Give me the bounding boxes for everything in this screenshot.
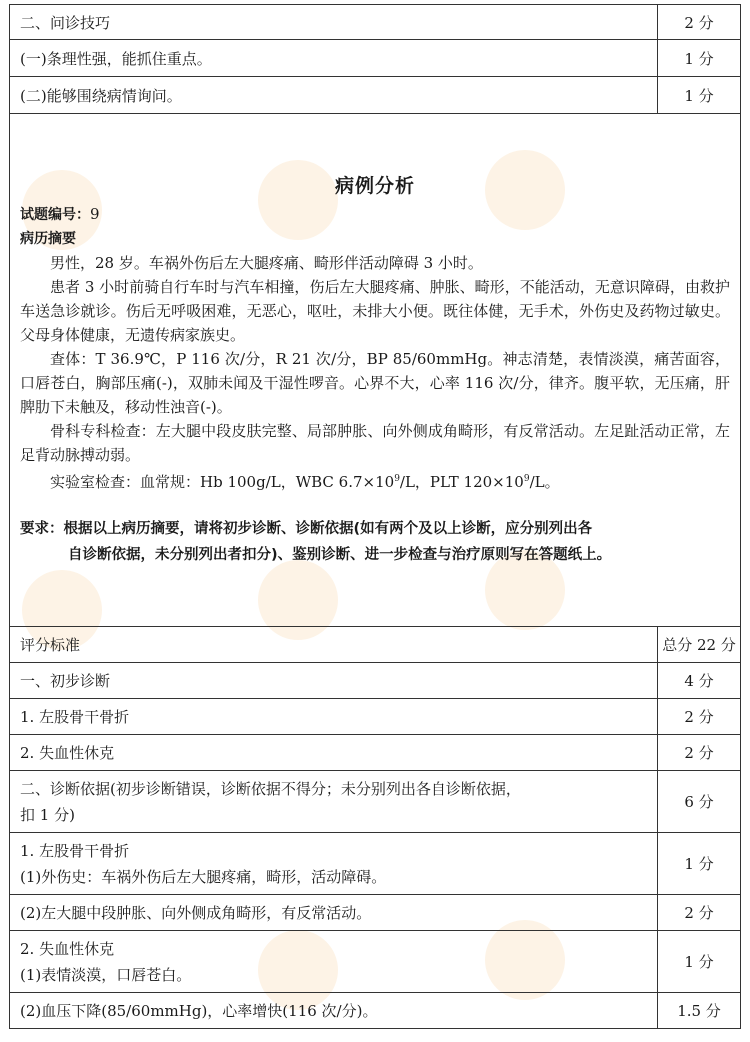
case-cell: [10, 114, 741, 627]
row-label: [10, 833, 658, 895]
row-label: 1. 左股骨干骨折: [10, 699, 658, 735]
lab-sup-2: 9: [523, 474, 530, 484]
table-row: [10, 699, 741, 735]
row-score: 2 分: [658, 699, 741, 735]
summary-label: 病历摘要: [20, 231, 76, 247]
row-score: 6 分: [658, 771, 741, 833]
case-paragraph-5: [20, 467, 730, 494]
row-line-2: (1)外伤史：车祸外伤后左大腿疼痛，畸形，活动障碍。: [20, 867, 387, 886]
table-row: [10, 5, 741, 40]
row-label: [10, 931, 658, 993]
table-row: [10, 735, 741, 771]
row-line-2: (1)表情淡漠，口唇苍白。: [20, 965, 192, 984]
row-score: 1 分: [658, 40, 741, 77]
case-id-value: 9: [90, 205, 100, 223]
row-line-1: 1. 左股骨干骨折: [20, 841, 130, 860]
requirement-rest: 自诊断依据，未分别列出者扣分)、鉴别诊断、进一步检查与治疗原则写在答题纸上。: [68, 547, 612, 563]
row-line-1: 2. 失血性休克: [20, 939, 115, 958]
row-label: [10, 771, 658, 833]
table-row: [10, 993, 741, 1029]
case-section: [10, 114, 741, 627]
row-score: 2 分: [658, 5, 741, 40]
exam-table: [9, 4, 741, 1029]
case-paragraph-1: 男性，28 岁。车祸外伤后左大腿疼痛、畸形伴活动障碍 3 小时。: [50, 254, 483, 272]
row-label: (二)能够围绕病情询问。: [10, 77, 658, 114]
row-score: 1 分: [658, 77, 741, 114]
table-row: [10, 627, 741, 663]
table-row: [10, 663, 741, 699]
table-row: [10, 833, 741, 895]
lab-sup-1: 9: [394, 474, 400, 484]
row-label: 评分标准: [10, 627, 658, 663]
table-row: [10, 77, 741, 114]
row-score: 2 分: [658, 895, 741, 931]
row-label: 二、问诊技巧: [10, 5, 658, 40]
table-row: [10, 931, 741, 993]
row-label: (2)左大腿中段肿胀、向外侧成角畸形，有反常活动。: [10, 895, 658, 931]
row-score: 1 分: [658, 931, 741, 993]
case-title: 病例分析: [334, 175, 415, 197]
lab-text-3: /L。: [529, 473, 560, 491]
row-label: (一)条理性强，能抓住重点。: [10, 40, 658, 77]
case-id-label: 试题编号：: [20, 207, 90, 223]
case-id: [20, 202, 730, 227]
case-paragraph-3: 查体：T 36.9℃，P 116 次/分，R 21 次/分，BP 85/60mmHg。神志清楚，表情淡漠，痛苦面容，口唇苍白，胸部压痛(-)，双肺未闻及干湿性啰音。心界不大，心率 116 次/分，律齐。腹平软，无压痛，肝脾肋下未触及，移动性浊音(-)。: [20, 350, 730, 416]
row-line-1: 二、诊断依据(初步诊断错误，诊断依据不得分；未分别列出各自诊断依据，: [20, 779, 521, 798]
lab-text-2: /L，PLT 120×10: [399, 473, 524, 491]
case-paragraph-4: 骨科专科检查：左大腿中段皮肤完整、局部肿胀、向外侧成角畸形，有反常活动。左足趾活动正常，左足背动脉搏动弱。: [20, 422, 730, 464]
row-score: 2 分: [658, 735, 741, 771]
row-label: 一、初步诊断: [10, 663, 658, 699]
row-label: 2. 失血性休克: [10, 735, 658, 771]
requirement-first-line: 要求：根据以上病历摘要，请将初步诊断、诊断依据(如有两个及以上诊断，应分别列出各: [20, 521, 593, 537]
row-score: 4 分: [658, 663, 741, 699]
row-label: (2)血压下降(85/60mmHg)，心率增快(116 次/分)。: [10, 993, 658, 1029]
table-row: [10, 895, 741, 931]
lab-text-1: 实验室检查：血常规：Hb 100g/L，WBC 6.7×10: [50, 473, 395, 491]
table-row: [10, 40, 741, 77]
requirement: [20, 516, 730, 568]
table-row: [10, 771, 741, 833]
row-line-2: 扣 1 分): [20, 805, 75, 824]
row-score: 1.5 分: [658, 993, 741, 1029]
case-paragraph-2: 患者 3 小时前骑自行车时与汽车相撞，伤后左大腿疼痛、肿胀、畸形，不能活动，无意识障碍，由救护车送急诊就诊。伤后无呼吸困难，无恶心，呕吐，未排大小便。既往体健，无手术，外伤史及药物过敏史。父母身体健康，无遗传病家族史。: [20, 278, 730, 344]
row-score: 1 分: [658, 833, 741, 895]
row-score: 总分 22 分: [658, 627, 741, 663]
